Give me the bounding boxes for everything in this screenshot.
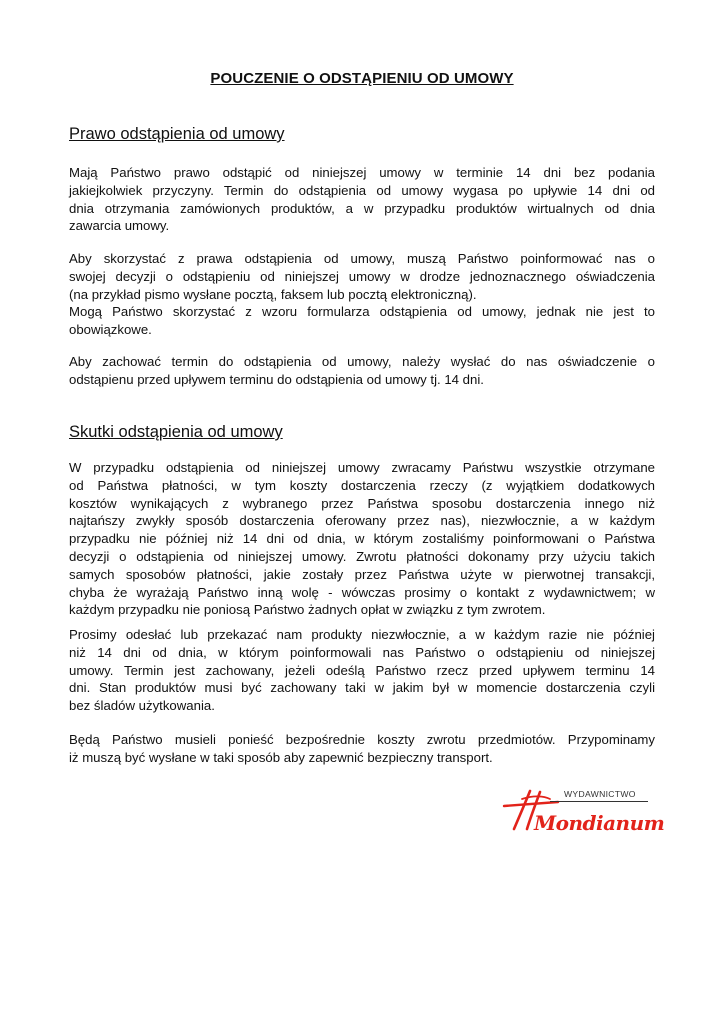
text-line: dni. Stan produktów musi być zachowany taki w jakim był w momencie dostarczenia czyli <box>69 680 655 696</box>
publisher-logo <box>500 785 665 835</box>
text-line: umowy. Termin jest zachowany, jeżeli odeślą Państwo rzecz przed upływem terminu 14 <box>69 662 655 678</box>
paragraph-deadline <box>69 353 655 389</box>
logo-word: WYDAWNICTWO <box>564 789 636 799</box>
paragraph-refund <box>69 459 655 619</box>
text-line: Aby skorzystać z prawa odstąpienia od umowy, muszą Państwo poinformować nas o <box>69 251 655 266</box>
paragraph-withdrawal-period <box>69 164 655 235</box>
document-title: POUCZENIE O ODSTĄPIENIU OD UMOWY <box>210 70 514 87</box>
logo-rule <box>550 801 648 802</box>
text-line: od Państwa płatności, w tym koszty dostarczenia rzeczy (z wyjątkiem dodatkowych <box>69 477 655 493</box>
text-line: kosztów wynikających z wybranego przez Państwa sposobu dostarczenia innego niż <box>69 495 655 511</box>
text-line: przypadku nie później niż 14 dni od dnia, w którym zostaliśmy poinformowani o Państwa <box>69 531 655 547</box>
section-heading-withdrawal-right: Prawo odstąpienia od umowy <box>69 125 285 143</box>
text-line: niż 14 dni od dnia, w którym poinformowali nas Państwo o odstąpieniu od niniejszej <box>69 644 655 660</box>
text-line: swojej decyzji o odstąpieniu od niniejszej umowy w drodze jednoznacznego oświadczenia <box>69 268 655 284</box>
text-line: jakiejkolwiek przyczyny. Termin do odstąpienia od umowy wygasa po upływie 14 dni od <box>69 182 655 198</box>
text-line: zawarcia umowy. <box>69 218 170 234</box>
text-line: Mogą Państwo skorzystać z wzoru formularza odstąpienia od umowy, jednak nie jest to <box>69 304 655 320</box>
text-line: W przypadku odstąpienia od niniejszej umowy zwracamy Państwu wszystkie otrzymane <box>69 460 655 475</box>
text-line: Aby zachować termin do odstąpienia od umowy, należy wysłać do nas oświadczenie o <box>69 354 655 369</box>
text-line: każdym przypadku nie poniosą Państwo żadnych opłat w związku z tym zwrotem. <box>69 602 546 618</box>
paragraph-return-products <box>69 626 655 715</box>
text-line: Mają Państwo prawo odstąpić od niniejszej umowy w terminie 14 dni bez podania <box>69 165 655 180</box>
text-line: bez śladów użytkowania. <box>69 698 215 714</box>
text-line: Będą Państwo musieli ponieść bezpośrednie koszty zwrotu przedmiotów. Przypominamy <box>69 732 655 747</box>
paragraph-return-costs <box>69 731 655 767</box>
text-line: Prosimy odesłać lub przekazać nam produkty niezwłocznie, a w każdym razie nie później <box>69 627 655 642</box>
paragraph-how-to-withdraw <box>69 250 655 339</box>
text-line: chyba że wyrażają Państwo inną wolę - wówczas prosimy o kontakt z wydawnictwem; w <box>69 584 655 600</box>
text-line: iż muszą być wysłane w taki sposób aby zapewnić bezpieczny transport. <box>69 749 493 765</box>
logo-script: Mondianum <box>534 811 665 835</box>
text-line: obowiązkowe. <box>69 322 152 338</box>
section-heading-withdrawal-effects: Skutki odstąpienia od umowy <box>69 423 283 441</box>
text-line: (na przykład pismo wysłane pocztą, faksem lub pocztą elektroniczną). <box>69 286 477 302</box>
text-line: odstąpienu przed upływem terminu do odstąpienia od umowy tj. 14 dni. <box>69 371 484 387</box>
text-line: najtańszy zwykły sposób dostarczenia oferowany przez nas), niezwłocznie, a w każdym <box>69 513 655 529</box>
text-line: decyzji o odstąpienia od niniejszej umowy. Zwrotu płatności dokonamy przy użyciu takich <box>69 548 655 564</box>
text-line: dnia otrzymania zamówionych produktów, a w przypadku produktów wirtualnych od dnia <box>69 200 655 216</box>
text-line: samych sposobów płatności, jakie zostały przez Państwa użyte w pierwotnej transakcji, <box>69 566 655 582</box>
